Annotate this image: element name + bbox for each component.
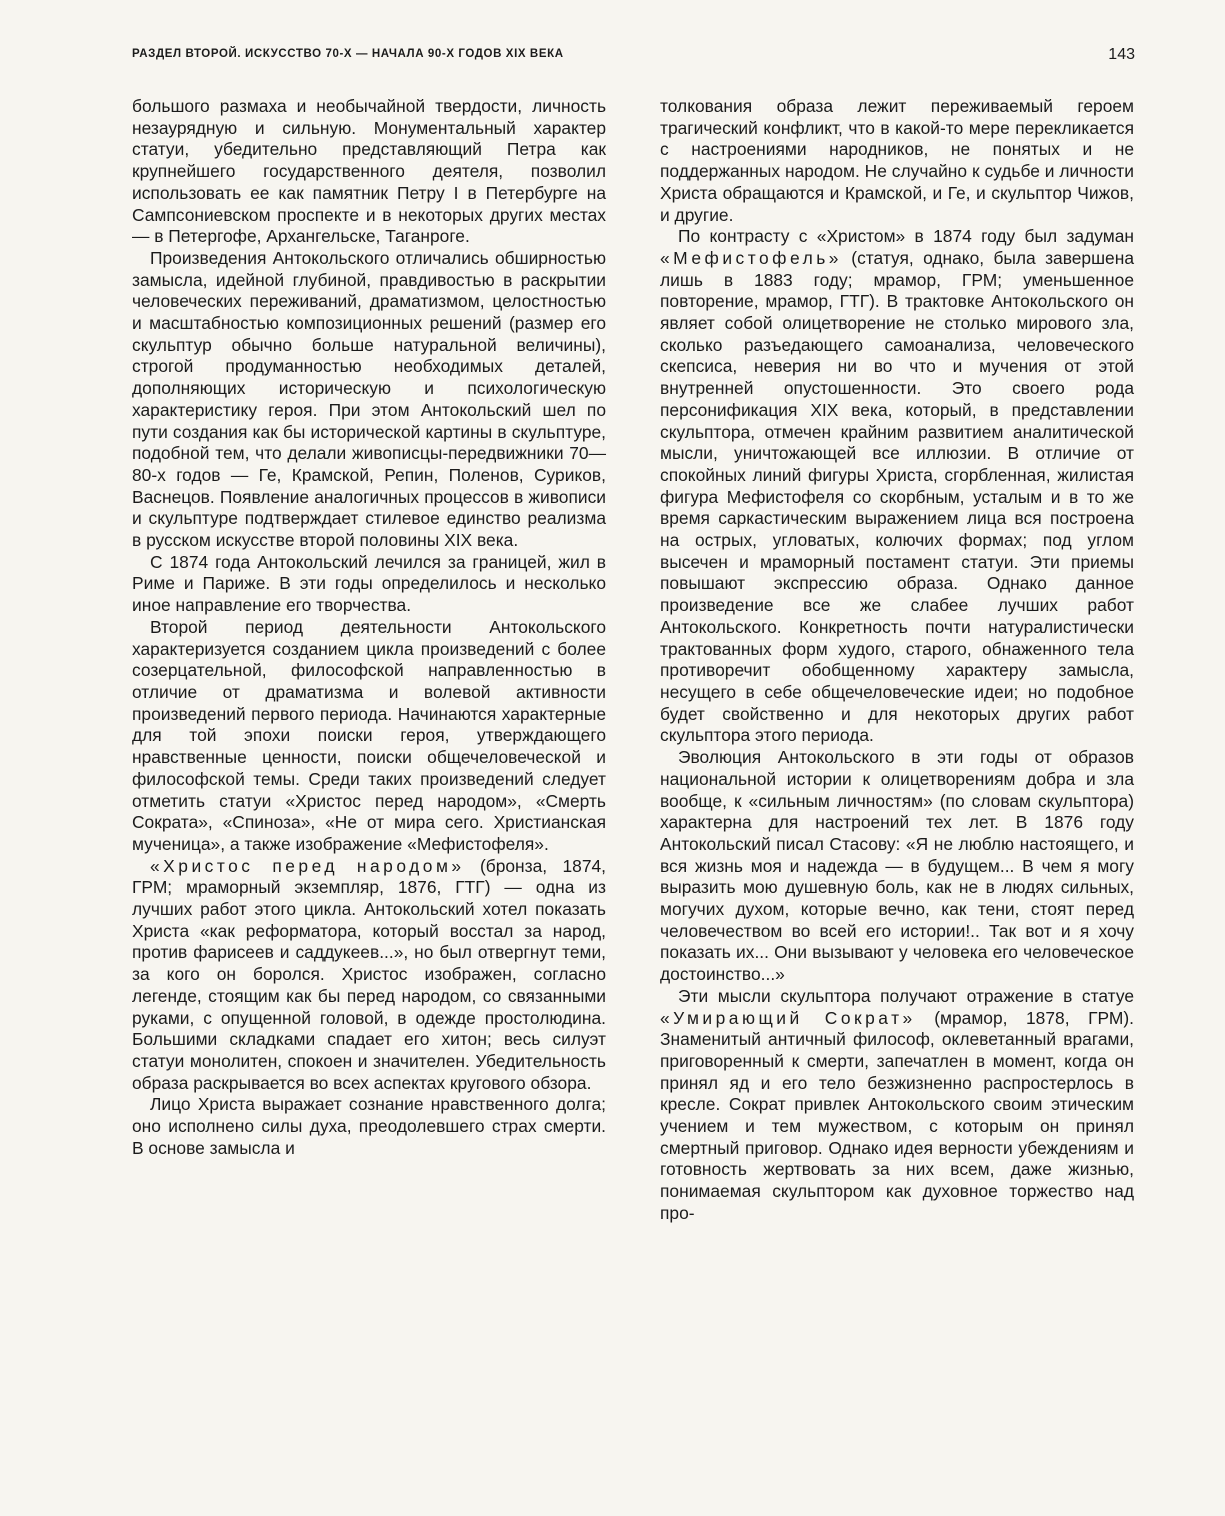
right-column xyxy=(660,96,1134,1225)
paragraph-text: (бронза, 1874, ГРМ; мраморный экземпляр, 1876, ГТГ) — одна из лучших работ этого цикла. Антокольский хотел показать Христа «как реформатора, который восстал за народ, против фарисеев и саддукеев...», но был отвергнут теми, за кого он боролся. Христос изображен, согласно легенде, стоящим как бы перед народом, со связанными руками, с опущенной головой, в одежде простолюдина. Большими складками спадает его хитон; весь силуэт статуи монолитен, спокоен и значителен. Убедительность образа раскрывается во всех аспектах кругового обзора. xyxy=(132,855,606,1093)
artwork-title: «Христос перед народом» xyxy=(150,855,465,876)
paragraph xyxy=(660,226,1134,747)
paragraph xyxy=(132,856,606,1095)
paragraph-text: (мрамор, 1878, ГРМ). Знаменитый античный философ, оклеветанный врагами, приговоренный к смерти, запечатлен в момент, когда он принял яд и его тело безжизненно распростерлось в кресле. Сократ привлек Антокольского своим этическим учением и тем мужеством, с которым он принял смертный приговор. Однако идея верности убеждениям и готовность жертвовать за них всем, даже жизнью, понимаемая скульптором как духовное торжество над про- xyxy=(660,1007,1134,1223)
paragraph: Произведения Антокольского отличались обширностью замысла, идейной глубиной, правдивостью в раскрытии человеческих переживаний, драматизмом, целостностью и масштабностью композиционных решений (размер его скульптур обычно больше натуральной величины), строгой продуманностью необходимых деталей, дополняющих историческую и психологическую характеристику героя. При этом Антокольский шел по пути создания как бы исторической картины в скульптуре, подобной тем, что делали живописцы-передвижники 70—80-х годов — Ге, Крамской, Репин, Поленов, Суриков, Васнецов. Появление аналогичных процессов в живописи и скульптуре подтверждает стилевое единство реализма в русском искусстве второй половины XIX века. xyxy=(132,247,606,551)
paragraph: Второй период деятельности Антокольского характеризуется созданием цикла произведений с более созерцательной, философской направленностью в отличие от драматизма и волевой активности произведений первого периода. Начинаются характерные для той эпохи поиски героя, утверждающего нравственные ценности, поиски общечеловеческой и философской темы. Среди таких произведений следует отметить статуи «Христос перед народом», «Смерть Сократа», «Спиноза», «Не от мира сего. Христианская мученица», а также изображение «Мефистофеля». xyxy=(132,616,606,854)
paragraph: С 1874 года Антокольский лечился за границей, жил в Риме и Париже. В эти годы определилось и несколько иное направление его творчества. xyxy=(132,551,606,616)
paragraph: Эволюция Антокольского в эти годы от образов национальной истории к олицетворениям добра и зла вообще, к «сильным личностям» (по словам скульптора) характерна для настроений тех лет. В 1876 году Антокольский писал Стасову: «Я не люблю настоящего, и вся жизнь моя и надежда — в будущем... В чем я могу выразить мою душевную боль, как не в людях сильных, могучих духом, которые вечно, как тени, стоят перед человечеством во всей его истории!.. Так вот и я хочу показать их... Они вызывают у человека его человеческое достоинство...» xyxy=(660,747,1134,985)
page-number: 143 xyxy=(1108,46,1135,63)
paragraph: толкования образа лежит переживаемый героем трагический конфликт, что в какой-то мере перекликается с настроениями народников, не понятых и не поддержанных народом. Не случайно к судьбе и личности Христа обращаются и Крамской, и Ге, и скульптор Чижов, и другие. xyxy=(660,96,1134,225)
running-head xyxy=(132,44,1135,68)
paragraph: Лицо Христа выражает сознание нравственного долга; оно исполнено силы духа, преодолевшего страх смерти. В основе замысла и xyxy=(132,1094,606,1158)
left-column xyxy=(132,96,606,1159)
section-title: РАЗДЕЛ ВТОРОЙ. ИСКУССТВО 70-Х — НАЧАЛА 90-Х ГОДОВ XIX ВЕКА xyxy=(132,48,564,60)
artwork-title: «Мефистофель» xyxy=(660,247,842,268)
paragraph xyxy=(660,986,1134,1225)
paragraph-text: (статуя, однако, была завершена лишь в 1883 году; мрамор, ГРМ; уменьшенное повторение, мрамор, ГТГ). В трактовке Антокольского он являет собой олицетворение не столько мирового зла, сколько разъедающего самоанализа, человеческого скепсиса, неверия ни во что и мучения от этой внутренней опустошенности. Это своего рода персонификация XIX века, который, в представлении скульптора, отмечен крайним развитием аналитической мысли, уничтожающей все иллюзии. В отличие от спокойных линий фигуры Христа, сгорбленная, жилистая фигура Мефистофеля со скорбным, усталым и в то же время саркастическим выражением лица вся построена на острых, угловатых, колючих формах; под углом высечен и мраморный постамент статуи. Эти приемы повышают экспрессию образа. Однако данное произведение все же слабее лучших работ Антокольского. Конкретность почти натуралистически трактованных форм худого, старого, обнаженного тела противоречит обобщенному характеру замысла, несущего в себе общечеловеческие идеи; но подобное будет свойственно и для некоторых других работ скульптора этого периода. xyxy=(660,247,1134,746)
paragraph-text: Эти мысли скульптора получают отражение в статуе xyxy=(678,985,1134,1006)
paragraph: большого размаха и необычайной твердости, личность незаурядную и сильную. Монументальный характер статуи, убедительно представляющий Петра как крупнейшего государственного деятеля, позволил использовать ее как памятник Петру I в Петербурге на Сампсониевском проспекте и в некоторых других местах — в Петергофе, Архангельске, Таганроге. xyxy=(132,96,606,247)
paragraph-text: По контрасту с «Христом» в 1874 году был задуман xyxy=(678,226,1134,247)
artwork-title: «Умирающий Сократ» xyxy=(660,1007,916,1028)
